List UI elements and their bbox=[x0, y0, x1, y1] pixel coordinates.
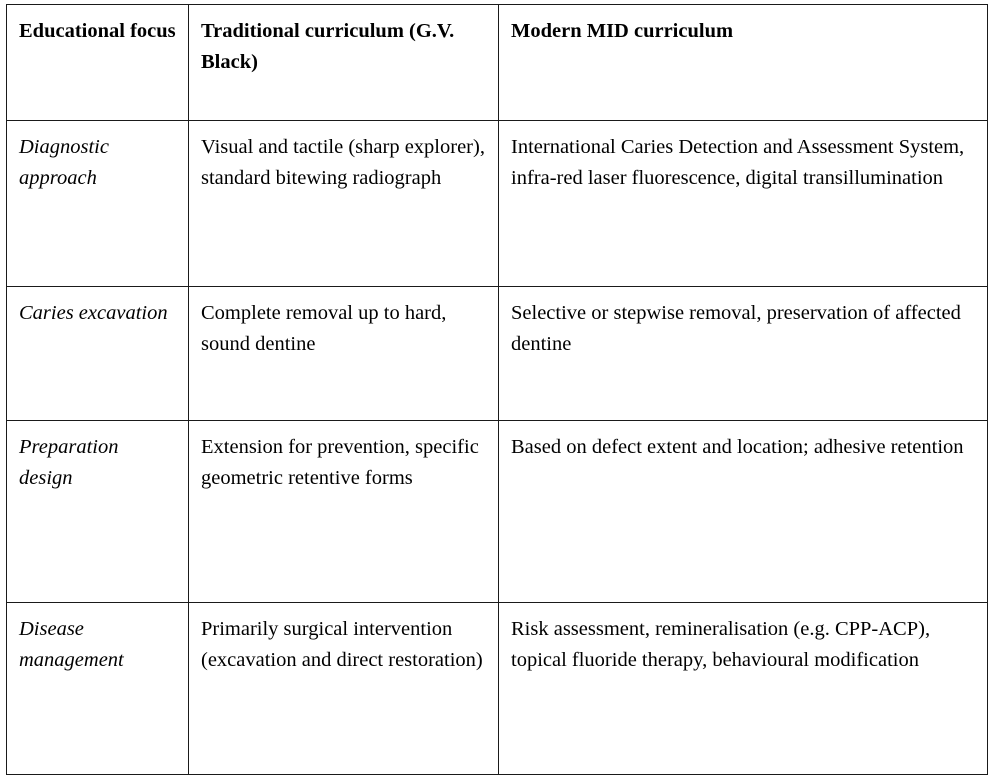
row-label-diagnostic-approach: Diagnostic approach bbox=[7, 121, 189, 287]
table-row bbox=[7, 287, 988, 421]
table-header-row bbox=[7, 5, 988, 121]
cell-modern-diagnostic-approach: International Caries Detection and Assessment System, infra-red laser fluorescence, digital transillumination bbox=[499, 121, 988, 287]
cell-modern-caries-excavation: Selective or stepwise removal, preservation of affected dentine bbox=[499, 287, 988, 421]
column-header-traditional-curriculum: Traditional curriculum (G.V. Black) bbox=[189, 5, 499, 121]
cell-traditional-preparation-design: Extension for prevention, specific geometric retentive forms bbox=[189, 421, 499, 603]
row-label-disease-management: Disease management bbox=[7, 603, 189, 775]
column-header-modern-curriculum: Modern MID curriculum bbox=[499, 5, 988, 121]
table-row bbox=[7, 421, 988, 603]
document-page bbox=[0, 4, 989, 747]
cell-traditional-caries-excavation: Complete removal up to hard, sound dentine bbox=[189, 287, 499, 421]
cell-modern-disease-management: Risk assessment, remineralisation (e.g. CPP-ACP), topical fluoride therapy, behavioural modification bbox=[499, 603, 988, 775]
column-header-educational-focus: Educational focus bbox=[7, 5, 189, 121]
cell-modern-preparation-design: Based on defect extent and location; adhesive retention bbox=[499, 421, 988, 603]
curriculum-comparison-table bbox=[6, 4, 988, 775]
row-label-caries-excavation: Caries excavation bbox=[7, 287, 189, 421]
row-label-preparation-design: Preparation design bbox=[7, 421, 189, 603]
cell-traditional-disease-management: Primarily surgical intervention (excavation and direct restoration) bbox=[189, 603, 499, 775]
table-row bbox=[7, 603, 988, 775]
table-header bbox=[7, 5, 988, 121]
table-row bbox=[7, 121, 988, 287]
cell-traditional-diagnostic-approach: Visual and tactile (sharp explorer), standard bitewing radiograph bbox=[189, 121, 499, 287]
table-body bbox=[7, 121, 988, 775]
